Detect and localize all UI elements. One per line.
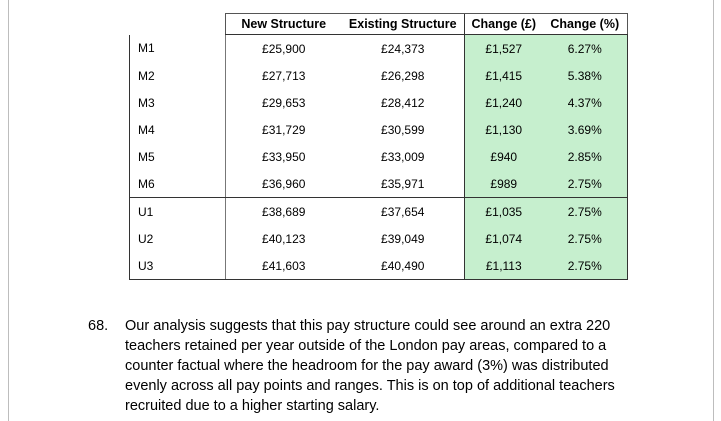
new-structure-value: £41,603 (226, 252, 342, 280)
new-structure-value: £36,960 (226, 170, 342, 198)
change-percent-value: 2.75% (543, 225, 628, 252)
existing-structure-value: £28,412 (381, 95, 425, 110)
change-percent-value: 2.75% (543, 170, 628, 198)
existing-structure-value: £37,654 (381, 204, 425, 219)
table-row (130, 252, 628, 280)
paragraph-line: teachers retained per year outside of the London pay areas, compared to a (125, 338, 607, 354)
table-row (130, 143, 628, 170)
existing-structure-value: £39,049 (381, 231, 425, 246)
pay-point-label: U1 (130, 198, 226, 226)
change-percent-value: 2.75% (543, 252, 628, 280)
pay-point-label: M4 (130, 116, 226, 143)
paragraph-number: 68. (88, 318, 109, 334)
change-pounds-value: £1,527 (465, 35, 543, 63)
new-structure-value: £25,900 (226, 35, 342, 63)
change-percent-value: 2.75% (543, 198, 628, 226)
change-pounds-value: £1,074 (465, 225, 543, 252)
pay-point-label: M6 (130, 170, 226, 198)
table-row (130, 170, 628, 198)
paragraph-line: evenly across all pay points and ranges. This is on top of additional teachers (125, 378, 615, 394)
new-structure-value: £38,689 (226, 198, 342, 226)
header-existing-structure: Existing Structure (342, 14, 465, 35)
header-new-structure: New Structure (226, 14, 342, 35)
table-header-row (130, 14, 628, 35)
existing-structure-value: £24,373 (381, 41, 425, 56)
pay-point-label: U3 (130, 252, 226, 280)
existing-structure-value: £26,298 (381, 68, 425, 83)
pay-point-label: M1 (130, 35, 226, 63)
paragraph-line: Our analysis suggests that this pay structure could see around an extra 220 (125, 318, 611, 334)
change-pounds-value: £1,240 (465, 89, 543, 116)
table-row (130, 35, 628, 63)
new-structure-value: £40,123 (226, 225, 342, 252)
existing-structure-value: £35,971 (342, 170, 465, 198)
change-percent-value: 3.69% (543, 116, 628, 143)
existing-structure-value: £30,599 (381, 122, 425, 137)
paragraph-text (125, 316, 628, 416)
change-pounds-value: £940 (465, 143, 543, 170)
header-change-pounds: Change (£) (465, 14, 543, 35)
pay-point-label: M2 (130, 62, 226, 89)
change-pounds-value: £989 (465, 170, 543, 198)
new-structure-value: £33,950 (226, 143, 342, 170)
paragraph-line: counter factual where the headroom for the pay award (3%) was distributed (125, 358, 609, 374)
change-percent-value: 6.27% (543, 35, 628, 63)
header-change-percent: Change (%) (543, 14, 628, 35)
existing-structure-value: £33,009 (381, 149, 425, 164)
pay-point-label: M5 (130, 143, 226, 170)
change-percent-value: 5.38% (543, 62, 628, 89)
new-structure-value: £27,713 (226, 62, 342, 89)
page-left-edge (8, 0, 9, 421)
pay-point-label: U2 (130, 225, 226, 252)
table-row (130, 89, 628, 116)
paragraph-line: recruited due to a higher starting salary. (125, 398, 380, 414)
change-pounds-value: £1,113 (465, 252, 543, 280)
table-row (130, 225, 628, 252)
table-row (130, 116, 628, 143)
table-row (130, 62, 628, 89)
change-pounds-value: £1,130 (465, 116, 543, 143)
change-percent-value: 4.37% (543, 89, 628, 116)
existing-structure-value: £40,490 (342, 252, 465, 280)
table-row (130, 198, 628, 226)
pay-structure-table (129, 13, 628, 280)
page-right-edge (713, 0, 714, 421)
change-pounds-value: £1,415 (465, 62, 543, 89)
change-pounds-value: £1,035 (465, 198, 543, 226)
header-blank (130, 14, 226, 35)
pay-point-label: M3 (130, 89, 226, 116)
new-structure-value: £31,729 (226, 116, 342, 143)
change-percent-value: 2.85% (543, 143, 628, 170)
new-structure-value: £29,653 (226, 89, 342, 116)
